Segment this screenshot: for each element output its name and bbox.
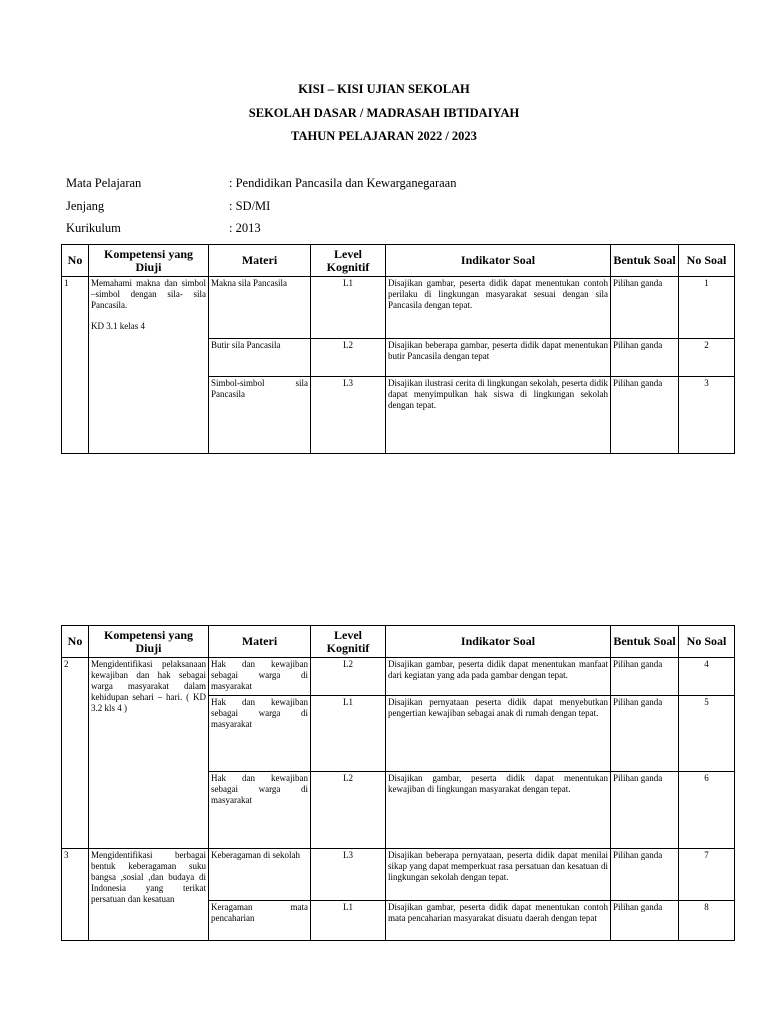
table-header-row [62,245,735,277]
grid-table-1 [61,244,735,454]
materi-cell: Simbol-simbol sila Pancasila [209,377,311,454]
competency-cell: Mengidentifikasi pelaksanaan kewajiban dan hak sebagai warga masyarakat dalam kehidupan sehari – hari. ( KD 3.2 kls 4 ) [89,658,209,849]
materi-cell: Hak dan kewajiban sebagai warga di masyarakat [209,658,311,696]
row-number: 2 [62,658,89,849]
bentuk-cell: Pilihan ganda [611,772,679,849]
materi-cell: Keragaman mata pencaharian [209,901,311,941]
col-header-bentuk: Bentuk Soal [611,245,679,277]
competency-text: Memahami makna dan simbol –simbol dengan sila- sila Pancasila. [91,278,206,310]
col-header-nosoal: No Soal [679,245,735,277]
table-header-row [62,626,735,658]
col-header-indikator: Indikator Soal [386,245,611,277]
bentuk-cell: Pilihan ganda [611,849,679,901]
nosoal-cell: 1 [679,277,735,339]
col-header-materi: Materi [209,245,311,277]
nosoal-cell: 4 [679,658,735,696]
row-number: 3 [62,849,89,941]
indikator-cell: Disajikan gambar, peserta didik dapat menentukan kewajiban di lingkungan masyarakat dengan tepat. [386,772,611,849]
indikator-cell: Disajikan ilustrasi cerita di lingkungan sekolah, peserta didik dapat menyimpulkan hak siswa di lingkungan sekolah dengan tepat. [386,377,611,454]
document-title: KISI – KISI UJIAN SEKOLAH [298,82,470,96]
indikator-cell: Disajikan beberapa gambar, peserta didik dapat menentukan butir Pancasila dengan tepat [386,339,611,377]
indikator-cell: Disajikan pernyataan peserta didik dapat menyebutkan pengertian kewajiban sebagai anak di rumah dengan tepat. [386,696,611,772]
bentuk-cell: Pilihan ganda [611,277,679,339]
col-header-kompetensi: Kompetensi yang Diuji [89,245,209,277]
col-header-indikator: Indikator Soal [386,626,611,658]
curriculum-label: Kurikulum [66,221,121,235]
level-cell: L3 [311,377,386,454]
bentuk-cell: Pilihan ganda [611,658,679,696]
level-cell: L2 [311,339,386,377]
materi-cell: Keberagaman di sekolah [209,849,311,901]
col-header-level: Level Kognitif [311,626,386,658]
level-cell: L1 [311,277,386,339]
nosoal-cell: 5 [679,696,735,772]
nosoal-cell: 3 [679,377,735,454]
nosoal-cell: 6 [679,772,735,849]
curriculum-value: : 2013 [229,221,261,235]
competency-cell [89,277,209,454]
academic-year-title: TAHUN PELAJARAN 2022 / 2023 [291,129,477,143]
materi-cell: Butir sila Pancasila [209,339,311,377]
level-cell: L1 [311,901,386,941]
level-value: : SD/MI [229,199,271,213]
col-header-no: No [62,626,89,658]
bentuk-cell: Pilihan ganda [611,901,679,941]
level-cell: L2 [311,658,386,696]
bentuk-cell: Pilihan ganda [611,377,679,454]
col-header-materi: Materi [209,626,311,658]
col-header-no: No [62,245,89,277]
level-label: Jenjang [66,199,105,213]
col-header-bentuk: Bentuk Soal [611,626,679,658]
table-row [62,849,735,901]
subject-value: : Pendidikan Pancasila dan Kewarganegaraan [229,176,457,190]
table-row [62,277,735,339]
level-cell: L2 [311,772,386,849]
nosoal-cell: 8 [679,901,735,941]
competency-cell: Mengidentifikasi berbagai bentuk keberagaman suku bangsa ,sosial ,dan budaya di Indonesia yang terikat persatuan dan kesatuan [89,849,209,941]
nosoal-cell: 2 [679,339,735,377]
bentuk-cell: Pilihan ganda [611,339,679,377]
level-cell: L3 [311,849,386,901]
indikator-cell: Disajikan gambar, peserta didik dapat menentukan contoh perilaku di lingkungan masyarakat sesuai dengan sila Pancasila dengan tepat. [386,277,611,339]
row-number: 1 [62,277,89,454]
col-header-kompetensi: Kompetensi yang Diuji [89,626,209,658]
indikator-cell: Disajikan beberapa pernyataan, peserta didik dapat menilai sikap yang dapat memperkuat rasa persatuan dan kesatuan di lingkungan sekolah dengan tepat. [386,849,611,901]
grid-table-2 [61,625,735,941]
school-level-title: SEKOLAH DASAR / MADRASAH IBTIDAIYAH [248,106,520,120]
level-cell: L1 [311,696,386,772]
bentuk-cell: Pilihan ganda [611,696,679,772]
materi-cell: Hak dan kewajiban sebagai warga di masyarakat [209,772,311,849]
materi-cell: Makna sila Pancasila [209,277,311,339]
subject-label: Mata Pelajaran [66,176,142,190]
indikator-cell: Disajikan gambar, peserta didik dapat menentukan contoh mata pencaharian masyarakat disuatu daerah dengan tepat [386,901,611,941]
col-header-nosoal: No Soal [679,626,735,658]
table-row [62,658,735,696]
indikator-cell: Disajikan gambar, peserta didik dapat menentukan manfaat dari kegiatan yang ada pada gambar dengan tepat. [386,658,611,696]
col-header-level: Level Kognitif [311,245,386,277]
nosoal-cell: 7 [679,849,735,901]
materi-cell: Hak dan kewajiban sebagai warga di masyarakat [209,696,311,772]
kd-text: KD 3.1 kelas 4 [91,321,145,331]
